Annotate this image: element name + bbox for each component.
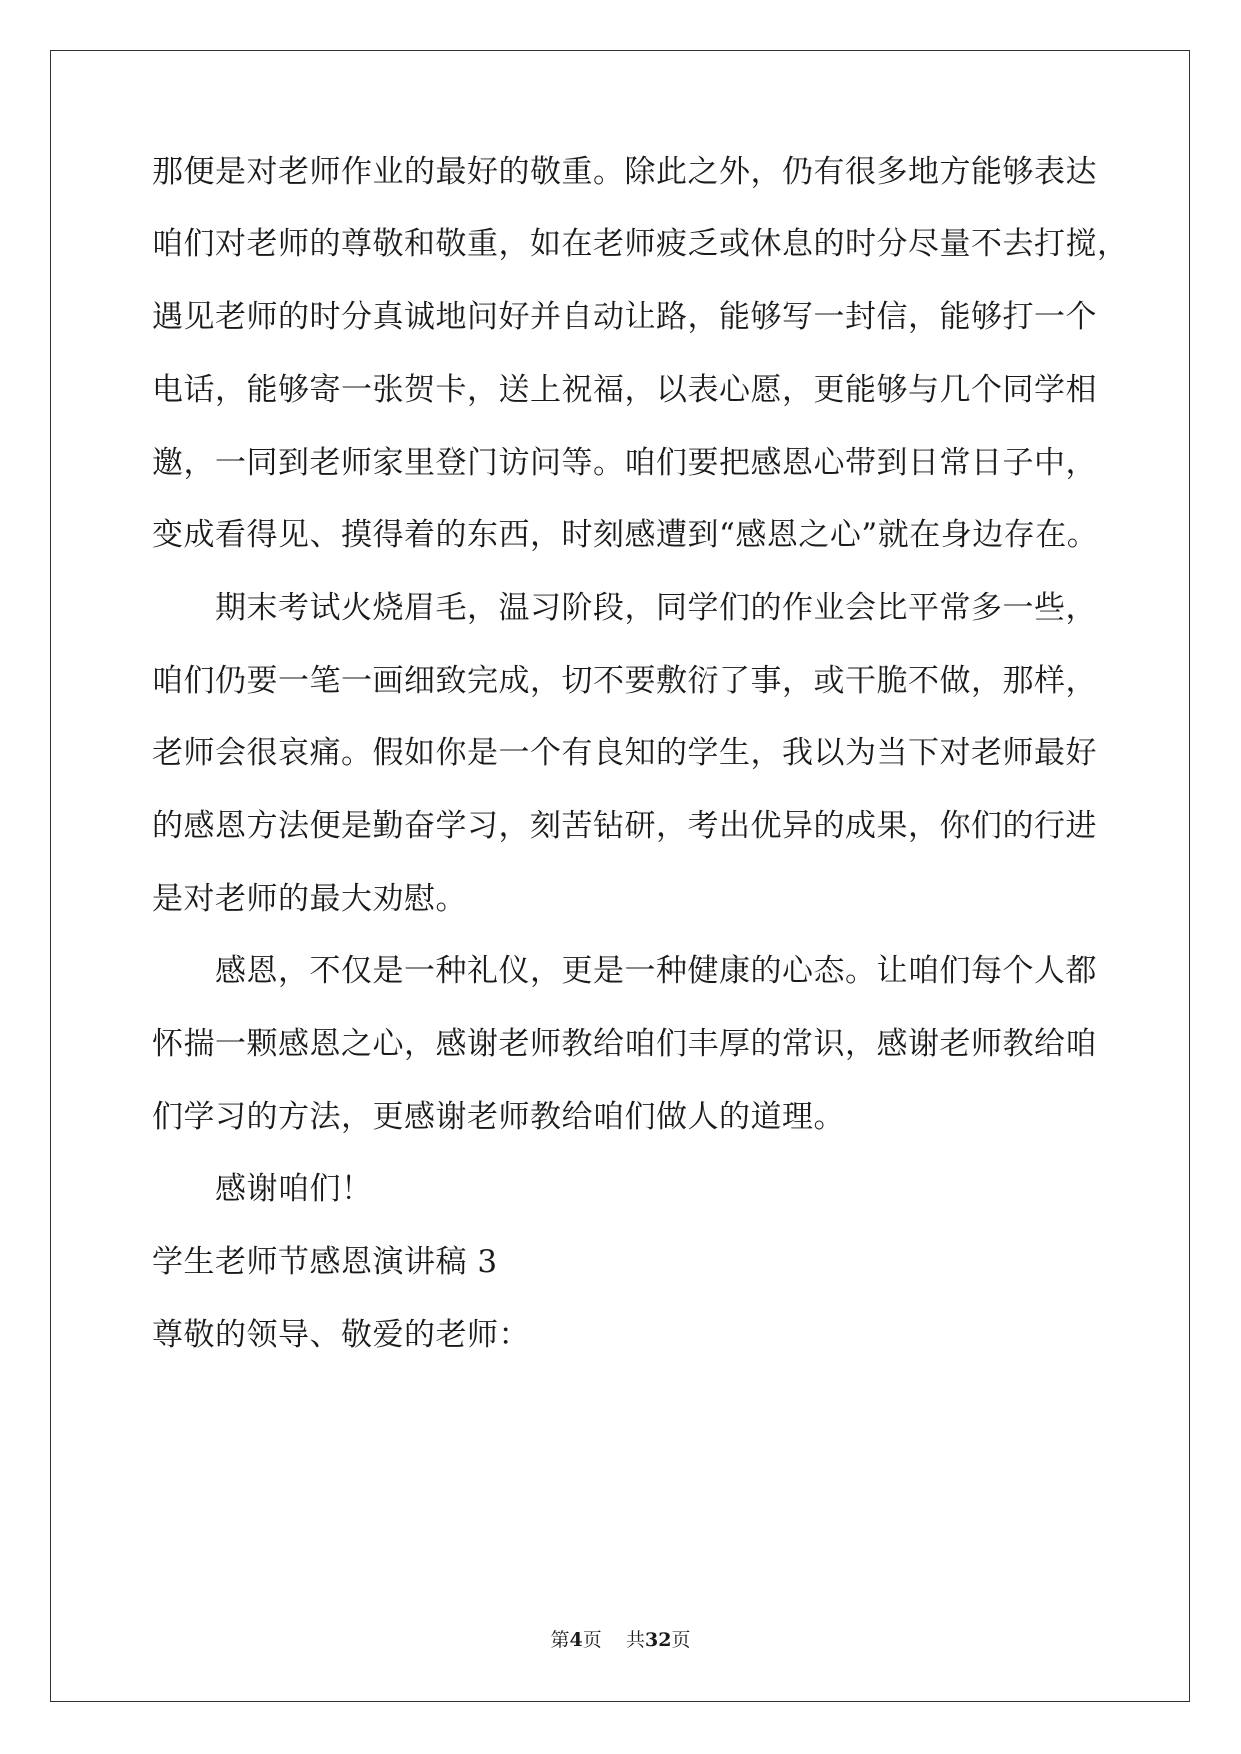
page-suffix: 页 [582, 1629, 602, 1651]
section-title: 学生老师节感恩演讲稿 3 [152, 1244, 498, 1280]
current-page: 4 [569, 1629, 583, 1651]
total-suffix: 页 [671, 1629, 691, 1651]
text-line: 是对老师的最大劝慰。 [152, 881, 467, 917]
salutation-line: 尊敬的领导、敬爱的老师： [152, 1317, 530, 1353]
text-line: 那便是对老师作业的最好的敬重。除此之外，仍有很多地方能够表达 [152, 154, 1097, 190]
text-line: 咱们对老师的尊敬和敬重，如在老师疲乏或休息的时分尽量不去打搅， [152, 226, 1129, 262]
text-line: 的感恩方法便是勤奋学习，刻苦钻研，考出优异的成果，你们的行进 [152, 808, 1097, 844]
text-line: 变成看得见、摸得着的东西，时刻感遭到“感恩之心”就在身边存在。 [152, 517, 1099, 553]
total-prefix: 共 [625, 1629, 645, 1651]
text-line: 邀，一同到老师家里登门访问等。咱们要把感恩心带到日常日子中， [152, 445, 1097, 481]
text-line: 电话，能够寄一张贺卡，送上祝福，以表心愿，更能够与几个同学相 [152, 372, 1097, 408]
text-line: 怀揣一颗感恩之心，感谢老师教给咱们丰厚的常识，感谢老师教给咱 [152, 1026, 1097, 1062]
text-line: 老师会很哀痛。假如你是一个有良知的学生，我以为当下对老师最好 [152, 735, 1097, 771]
total-pages: 32 [644, 1629, 672, 1651]
page-prefix: 第 [550, 1629, 570, 1651]
text-line: 遇见老师的时分真诚地问好并自动让路，能够写一封信，能够打一个 [152, 299, 1097, 335]
text-line: 们学习的方法，更感谢老师教给咱们做人的道理。 [152, 1099, 845, 1135]
text-line: 咱们仍要一笔一画细致完成，切不要敷衍了事，或干脆不做，那样， [152, 663, 1097, 699]
paragraph-start-line: 感恩，不仅是一种礼仪，更是一种健康的心态。让咱们每个人都 [152, 953, 1097, 989]
paragraph-start-line: 期末考试火烧眉毛，温习阶段，同学们的作业会比平常多一些， [152, 590, 1097, 626]
page-number [0, 1628, 1241, 1652]
closing-line: 感谢咱们！ [152, 1171, 373, 1207]
